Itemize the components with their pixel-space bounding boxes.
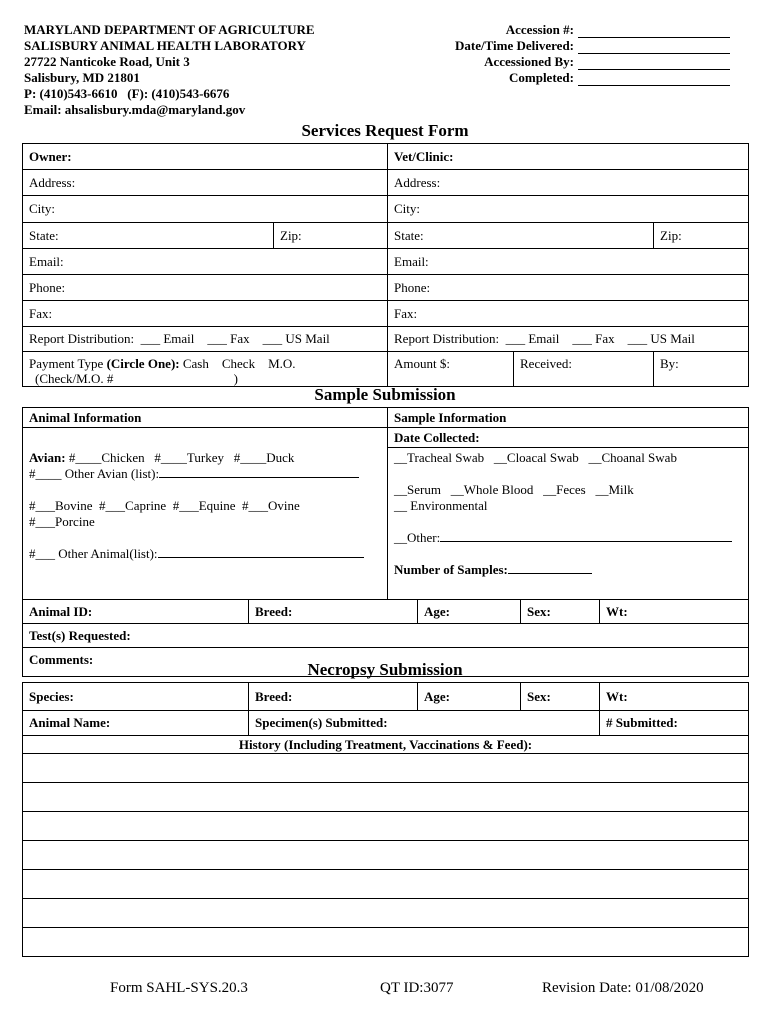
revision-date: Revision Date: 01/08/2020 (542, 980, 704, 996)
vet-email-field[interactable]: Email: (388, 249, 749, 275)
accession-label: Accession #: (505, 22, 574, 37)
org-line: SALISBURY ANIMAL HEALTH LABORATORY (24, 38, 306, 53)
vet-clinic-field[interactable]: Vet/Clinic: (388, 144, 749, 170)
animal-info-heading: Animal Information (23, 408, 388, 428)
owner-address-field[interactable]: Address: (23, 170, 388, 196)
owner-email-field[interactable]: Email: (23, 249, 388, 275)
swab-options[interactable]: __Tracheal Swab __Cloacal Swab __Choanal Swab (394, 450, 677, 465)
comments-field[interactable]: Comments: (23, 648, 749, 677)
accession-field[interactable] (578, 25, 730, 38)
amount-field[interactable]: Amount $: (388, 352, 514, 387)
avian-label: Avian: (29, 450, 66, 465)
other-avian-line[interactable] (159, 477, 359, 478)
number-submitted-field[interactable]: # Submitted: (600, 711, 749, 736)
received-by-field[interactable]: By: (654, 352, 749, 387)
sample-info-cell (388, 428, 749, 600)
owner-field[interactable]: Owner: (23, 144, 388, 170)
payment-type-label: Payment Type (29, 356, 107, 371)
org-line: P: (410)543-6610 (F): (410)543-6676 (24, 86, 230, 101)
age-field[interactable]: Age: (418, 600, 521, 624)
history-line[interactable] (23, 783, 749, 812)
accessioned-by-label: Accessioned By: (484, 54, 574, 69)
owner-state-field[interactable]: State: (23, 223, 274, 249)
history-line[interactable] (23, 841, 749, 870)
history-line[interactable] (23, 754, 749, 783)
animal-name-field[interactable]: Animal Name: (23, 711, 249, 736)
payment-options: Cash Check M.O. (179, 356, 296, 371)
history-line[interactable] (23, 899, 749, 928)
necropsy-title: Necropsy Submission (307, 660, 463, 679)
sample-title: Sample Submission (314, 385, 456, 404)
payment-type-field[interactable] (23, 352, 388, 387)
species-field[interactable]: Species: (23, 683, 249, 711)
fluid-options[interactable]: __Serum __Whole Blood __Feces __Milk (394, 482, 634, 497)
other-avian-label: #____ Other Avian (list): (29, 466, 160, 481)
other-sample-label: __Other: (394, 530, 441, 545)
animal-info-cell[interactable] (23, 428, 388, 600)
lab-address-block (24, 22, 315, 118)
vet-city-field[interactable]: City: (388, 196, 749, 223)
weight-field[interactable]: Wt: (600, 600, 749, 624)
necropsy-weight-field[interactable]: Wt: (600, 683, 749, 711)
necropsy-sex-field[interactable]: Sex: (521, 683, 600, 711)
other-sample-line[interactable] (440, 541, 732, 542)
owner-phone-field[interactable]: Phone: (23, 275, 388, 301)
circle-one-label: (Circle One): (106, 356, 180, 371)
check-number-line: (Check/M.O. # ) (35, 371, 238, 386)
num-samples-line[interactable] (508, 573, 592, 574)
owner-zip-field[interactable]: Zip: (274, 223, 388, 249)
completed-field[interactable] (578, 73, 730, 86)
date-collected-field[interactable]: Date Collected: (388, 428, 748, 448)
form-title: Services Request Form (301, 121, 469, 140)
delivered-field[interactable] (578, 41, 730, 54)
org-line: MARYLAND DEPARTMENT OF AGRICULTURE (24, 22, 315, 37)
tests-requested-field[interactable]: Test(s) Requested: (23, 624, 749, 648)
porcine-option: #___Porcine (29, 514, 95, 529)
necropsy-breed-field[interactable]: Breed: (249, 683, 418, 711)
vet-phone-field[interactable]: Phone: (388, 275, 749, 301)
num-samples-label: Number of Samples: (394, 562, 508, 577)
qt-id: QT ID:3077 (380, 980, 454, 996)
sample-table (22, 407, 749, 677)
vet-zip-field[interactable]: Zip: (654, 223, 749, 249)
breed-field[interactable]: Breed: (249, 600, 418, 624)
completed-label: Completed: (509, 70, 574, 85)
vet-report-distribution[interactable]: Report Distribution: ___ Email ___ Fax ___ US Mail (388, 327, 749, 352)
owner-city-field[interactable]: City: (23, 196, 388, 223)
other-animal-label: #___ Other Animal(list): (29, 546, 158, 561)
form-id: Form SAHL-SYS.20.3 (110, 980, 248, 996)
mammal-options: #___Bovine #___Caprine #___Equine #___Ovine (29, 498, 300, 513)
org-line: Email: ahsalisbury.mda@maryland.gov (24, 102, 246, 117)
received-field[interactable]: Received: (514, 352, 654, 387)
owner-report-distribution[interactable]: Report Distribution: ___ Email ___ Fax ___ US Mail (23, 327, 388, 352)
sex-field[interactable]: Sex: (521, 600, 600, 624)
environmental-option[interactable]: __ Environmental (394, 498, 488, 513)
sample-info-heading: Sample Information (388, 408, 749, 428)
vet-fax-field[interactable]: Fax: (388, 301, 749, 327)
history-line[interactable] (23, 928, 749, 957)
history-line[interactable] (23, 870, 749, 899)
history-line[interactable] (23, 812, 749, 841)
org-line: 27722 Nanticoke Road, Unit 3 (24, 54, 190, 69)
necropsy-table (22, 682, 749, 957)
necropsy-age-field[interactable]: Age: (418, 683, 521, 711)
vet-address-field[interactable]: Address: (388, 170, 749, 196)
request-table (22, 143, 749, 387)
office-use-block (404, 22, 730, 86)
owner-fax-field[interactable]: Fax: (23, 301, 388, 327)
animal-id-field[interactable]: Animal ID: (23, 600, 249, 624)
org-line: Salisbury, MD 21801 (24, 70, 140, 85)
avian-options: #____Chicken #____Turkey #____Duck (65, 450, 295, 465)
other-animal-line[interactable] (158, 557, 364, 558)
delivered-label: Date/Time Delivered: (454, 38, 574, 53)
specimens-submitted-field[interactable]: Specimen(s) Submitted: (249, 711, 600, 736)
vet-state-field[interactable]: State: (388, 223, 654, 249)
accessioned-by-field[interactable] (578, 57, 730, 70)
history-heading: History (Including Treatment, Vaccinations & Feed): (23, 736, 749, 754)
